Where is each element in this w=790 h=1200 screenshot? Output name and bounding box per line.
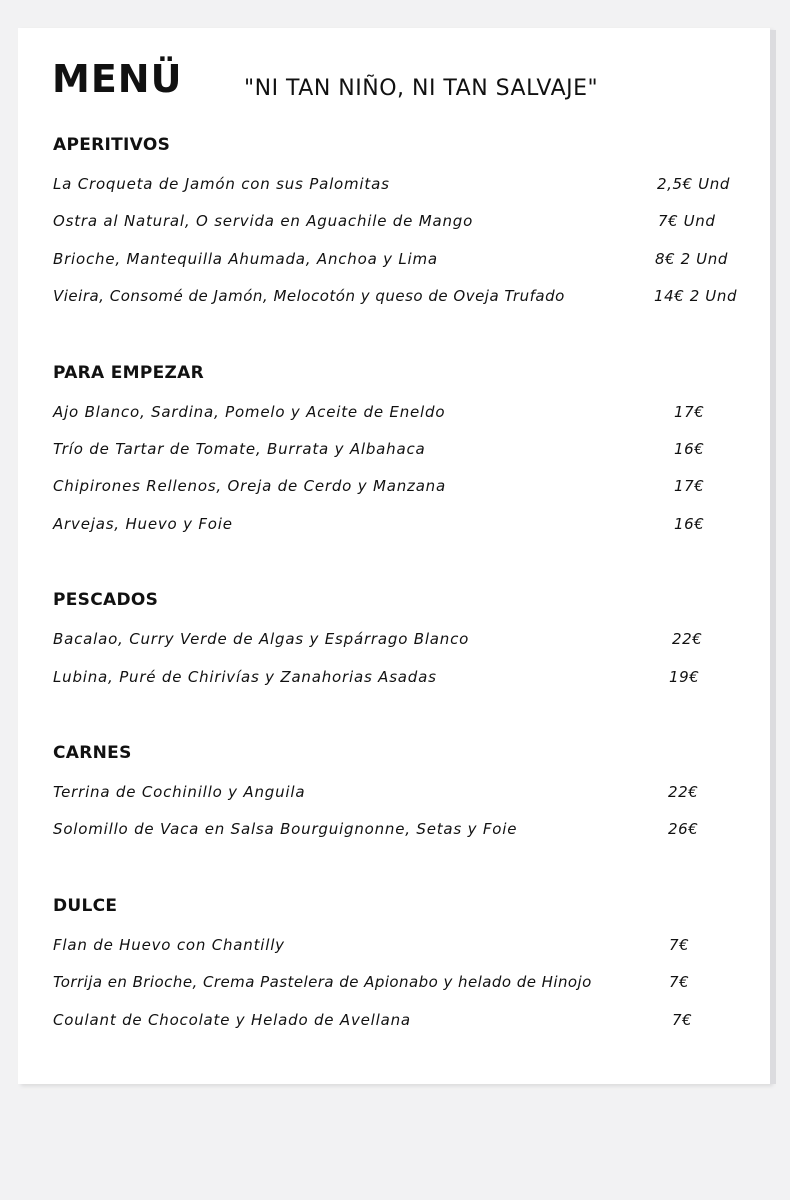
menu-item-name: Ostra al Natural, O servida en Aguachile de Mango: [53, 212, 474, 230]
menu-item-name: Lubina, Puré de Chirivías y Zanahorias Asadas: [53, 668, 437, 686]
menu-item-name: Brioche, Mantequilla Ahumada, Anchoa y Lima: [53, 250, 438, 268]
menu-item-name: Chipirones Rellenos, Oreja de Cerdo y Manzana: [53, 477, 446, 495]
menu-item-name: Flan de Huevo con Chantilly: [53, 936, 285, 954]
menu-item-price: 8€ 2 Und: [655, 250, 728, 268]
menu-item-name: Solomillo de Vaca en Salsa Bourguignonne, Setas y Foie: [53, 820, 518, 838]
menu-item-price: 19€: [669, 668, 700, 686]
menu-item-price: 22€: [672, 630, 703, 648]
menu-item-price: 7€ Und: [658, 212, 716, 230]
section-title-para-empezar: PARA EMPEZAR: [53, 363, 204, 383]
menu-item-name: La Croqueta de Jamón con sus Palomitas: [53, 175, 390, 193]
menu-item-price: 16€: [674, 515, 705, 533]
page-edge: [770, 30, 776, 1084]
menu-item-name: Torrija en Brioche, Crema Pastelera de Apionabo y helado de Hinojo: [53, 973, 592, 991]
menu-item-price: 7€: [669, 973, 690, 991]
section-title-pescados: PESCADOS: [53, 590, 159, 610]
menu-item-name: Trío de Tartar de Tomate, Burrata y Albahaca: [53, 440, 426, 458]
section-title-aperitivos: APERITIVOS: [53, 135, 171, 155]
menu-item-name: Terrina de Cochinillo y Anguila: [53, 783, 306, 801]
menu-subtitle: "NI TAN NIÑO, NI TAN SALVAJE": [244, 76, 599, 101]
menu-item-price: 17€: [674, 403, 705, 421]
menu-item-price: 16€: [674, 440, 705, 458]
section-title-carnes: CARNES: [53, 743, 132, 763]
menu-item-name: Coulant de Chocolate y Helado de Avellana: [53, 1011, 411, 1029]
menu-item-price: 22€: [668, 783, 699, 801]
menu-item-price: 17€: [674, 477, 705, 495]
menu-item-price: 14€ 2 Und: [654, 287, 738, 305]
menu-item-name: Vieira, Consomé de Jamón, Melocotón y queso de Oveja Trufado: [53, 287, 565, 305]
menu-item-price: 2,5€ Und: [657, 175, 730, 193]
menu-item-price: 26€: [668, 820, 699, 838]
menu-item-name: Arvejas, Huevo y Foie: [53, 515, 233, 533]
section-title-dulce: DULCE: [53, 896, 118, 916]
menu-item-price: 7€: [669, 936, 690, 954]
menu-item-name: Ajo Blanco, Sardina, Pomelo y Aceite de Eneldo: [53, 403, 446, 421]
menu-title: MENÜ: [52, 57, 183, 101]
menu-item-name: Bacalao, Curry Verde de Algas y Espárrago Blanco: [53, 630, 470, 648]
menu-item-price: 7€: [672, 1011, 693, 1029]
